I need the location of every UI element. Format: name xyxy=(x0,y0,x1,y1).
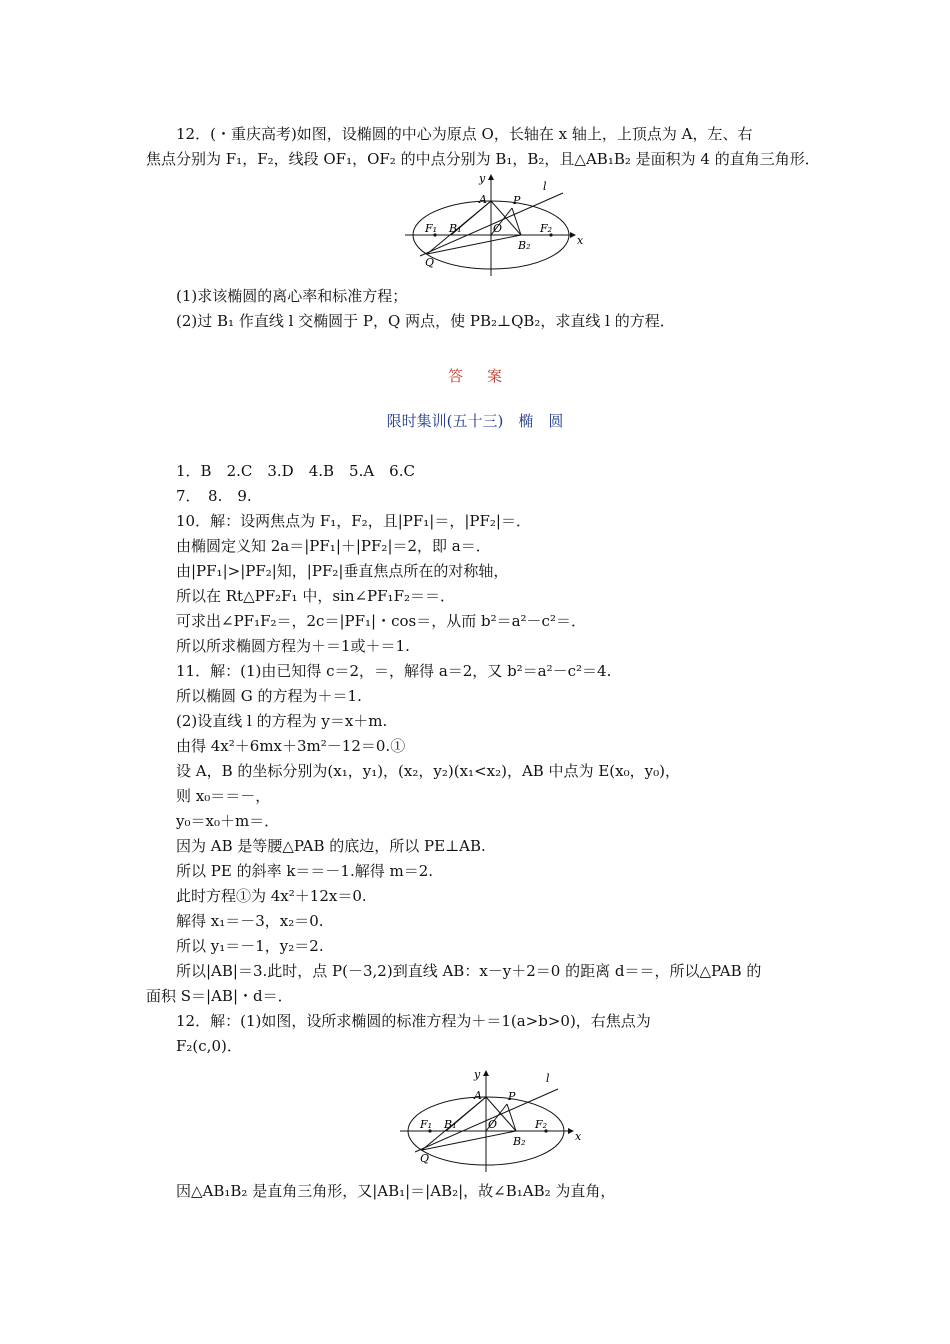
answer-line: 所以椭圆 G 的方程为＋＝1. xyxy=(176,687,362,705)
answer-line: 可求出∠PF₁F₂＝，2c＝|PF₁|・cos＝，从而 b²＝a²－c²＝． xyxy=(176,612,586,630)
point-a-label: A xyxy=(474,1089,482,1102)
point-b2-label: B₂ xyxy=(518,239,531,252)
axis-y-label: y xyxy=(479,172,486,185)
answer-line: 此时方程①为 4x²＋12x＝0. xyxy=(176,887,367,905)
answer-line: 12．解：(1)如图，设所求椭圆的标准方程为＋＝1(a>b>0)，右焦点为 xyxy=(176,1012,651,1030)
point-f2-label: F₂ xyxy=(540,222,553,235)
point-p-label: P xyxy=(513,194,521,207)
answer-line: (2)设直线 l 的方程为 y＝x＋m. xyxy=(176,712,388,730)
point-f2-label: F₂ xyxy=(535,1118,548,1131)
answer-line: 所以所求椭圆方程为＋＝1或＋＝1. xyxy=(176,637,410,655)
answer-line: 由椭圆定义知 2a＝|PF₁|＋|PF₂|＝2，即 a＝． xyxy=(176,537,491,555)
answer-line: 解得 x₁＝－3，x₂＝0. xyxy=(176,912,324,930)
axis-x-label: x xyxy=(575,1130,582,1143)
point-o-label: O xyxy=(488,1118,498,1131)
line-l-label: l xyxy=(543,180,547,193)
line-l-label: l xyxy=(546,1072,550,1085)
answer-line: 面积 S＝|AB|・d＝． xyxy=(146,987,293,1005)
point-o-label: O xyxy=(493,222,503,235)
answer-line: 因为 AB 是等腰△PAB 的底边，所以 PE⊥AB. xyxy=(176,837,486,855)
answer-line: F₂(c,0)． xyxy=(176,1037,242,1055)
answer-line: y₀＝x₀＋m＝． xyxy=(176,812,280,830)
answers-heading: 答案 xyxy=(447,367,526,385)
axis-y-label: y xyxy=(474,1068,481,1081)
answer-line: 因△AB₁B₂ 是直角三角形，又|AB₁|＝|AB₂|，故∠B₁AB₂ 为直角， xyxy=(176,1182,616,1200)
problem-12-line-1: 12．(・重庆高考)如图，设椭圆的中心为原点 O，长轴在 x 轴上，上顶点为 A，左、右 xyxy=(176,125,753,143)
answer-line: 由|PF₁|>|PF₂|知，|PF₂|垂直焦点所在的对称轴， xyxy=(176,562,509,580)
problem-12-question-1: (1)求该椭圆的离心率和标准方程； xyxy=(176,287,408,305)
point-f1-label: F₁ xyxy=(425,222,438,235)
answer-line: 所以|AB|＝3.此时，点 P(－3,2)到直线 AB：x－y＋2＝0 的距离 d＝＝，所以△PAB 的 xyxy=(176,962,762,980)
answer-line: 所以 PE 的斜率 k＝＝－1.解得 m＝2. xyxy=(176,862,434,880)
answer-line: 1．B 2.C 3.D 4.B 5.A 6.C xyxy=(176,462,415,480)
ellipse-figure-1 xyxy=(405,168,590,276)
answer-line: 由得 4x²＋6mx＋3m²－12＝0.① xyxy=(176,737,406,755)
point-f1-label: F₁ xyxy=(420,1118,433,1131)
point-q-label: Q xyxy=(420,1152,430,1165)
answer-line: 所以在 Rt△PF₂F₁ 中，sin∠PF₁F₂＝＝． xyxy=(176,587,455,605)
answer-line: 7． 8. 9. xyxy=(176,487,252,505)
ellipse-figure-2 xyxy=(400,1064,585,1172)
point-q-label: Q xyxy=(425,256,435,269)
answer-line: 则 x₀＝＝－， xyxy=(176,787,271,805)
answer-line: 11．解：(1)由已知得 c＝2，＝，解得 a＝2，又 b²＝a²－c²＝4. xyxy=(176,662,612,680)
answer-line: 设 A，B 的坐标分别为(x₁，y₁)，(x₂，y₂)(x₁<x₂)，AB 中点为 E(x₀，y₀)， xyxy=(176,762,680,780)
answer-line: 10．解：设两焦点为 F₁，F₂，且|PF₁|＝，|PF₂|＝． xyxy=(176,512,531,530)
point-a-label: A xyxy=(479,193,487,206)
point-b2-label: B₂ xyxy=(513,1135,526,1148)
point-b1-label: B₁ xyxy=(444,1118,457,1131)
answers-subheading: 限时集训(五十三) 椭 圆 xyxy=(386,412,564,430)
point-b1-label: B₁ xyxy=(449,222,462,235)
problem-12-question-2: (2)过 B₁ 作直线 l 交椭圆于 P，Q 两点，使 PB₂⊥QB₂，求直线 l 的方程． xyxy=(176,312,675,330)
axis-x-label: x xyxy=(577,234,584,247)
answer-line: 所以 y₁＝－1，y₂＝2. xyxy=(176,937,324,955)
problem-12-line-2: 焦点分别为 F₁，F₂，线段 OF₁，OF₂ 的中点分别为 B₁，B₂，且△AB₁B₂ 是面积为 4 的直角三角形． xyxy=(146,150,820,168)
point-p-label: P xyxy=(508,1090,516,1103)
